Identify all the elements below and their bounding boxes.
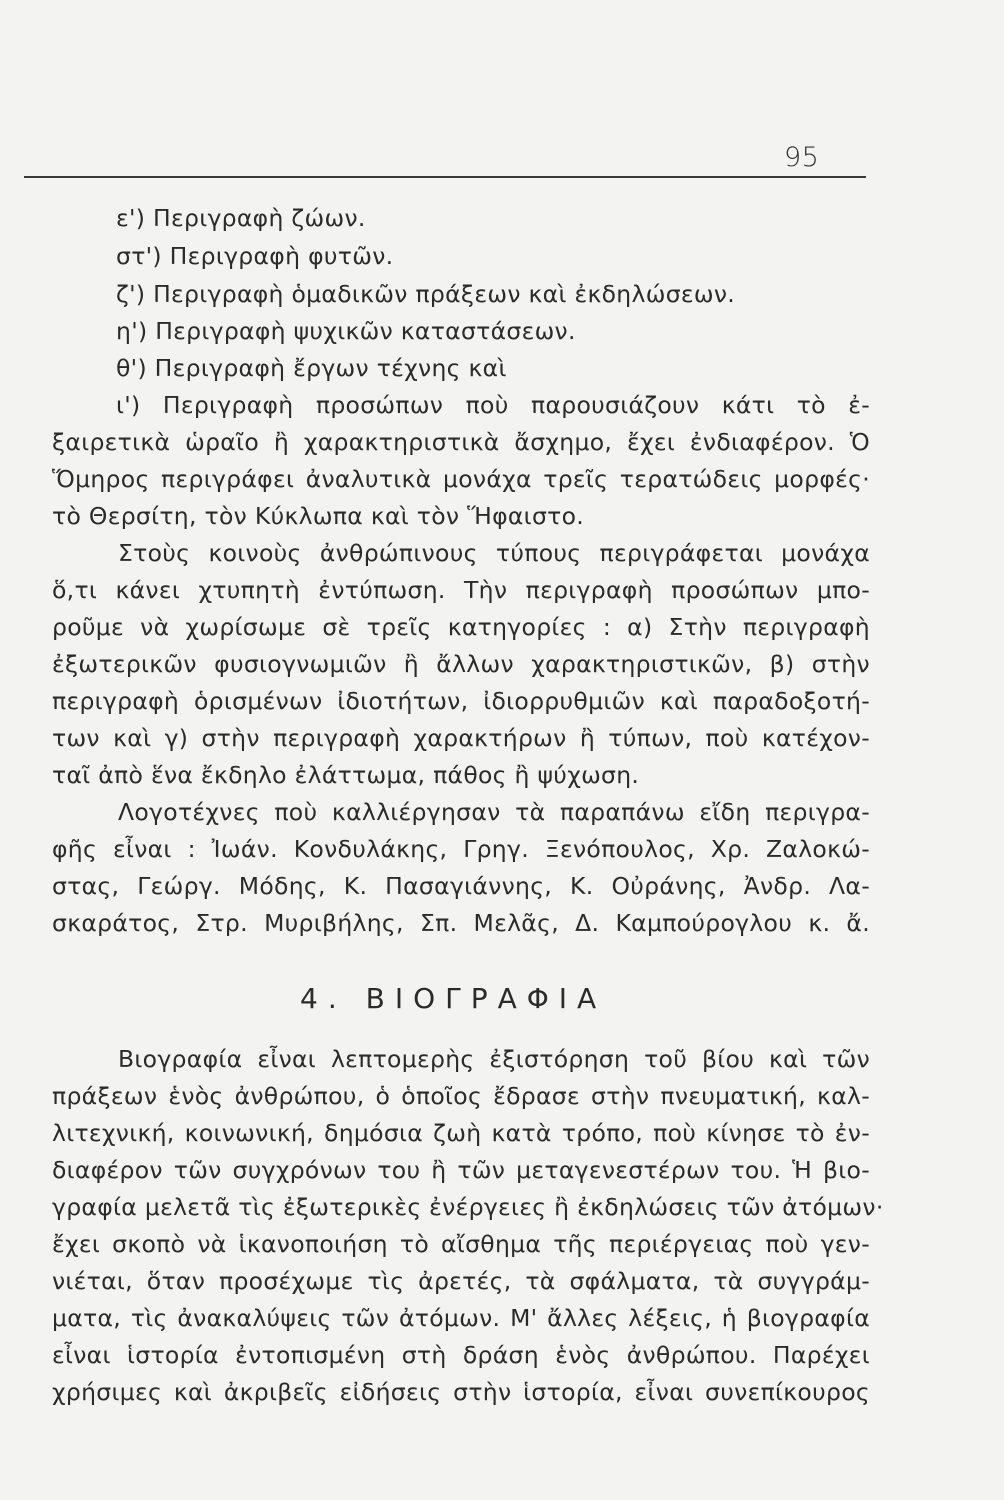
text-line: περιγραφὴ ὁρισμένων ἰδιοτήτων, ἰδιορρυθμιῶν καὶ παραδοξοτή- [52,687,870,715]
page-number: 95 [784,142,820,173]
text-line: φῆς εἶναι : Ἰωάν. Κονδυλάκης, Γρηγ. Ξενόπουλος, Χρ. Ζαλοκώ- [52,835,870,863]
list-item-th: θ') Περιγραφὴ ἔργων τέχνης καὶ [116,354,507,382]
header-rule [24,176,866,178]
text-line: Λογοτέχνες ποὺ καλλιέργησαν τὰ παραπάνω εἴδη περιγρα- [118,798,870,826]
text-line: νιέται, ὅταν προσέχωμε τὶς ἀρετές, τὰ σφάλματα, τὰ συγγράμ- [52,1267,870,1295]
text-line: ξαιρετικὰ ὡραῖο ἢ χαρακτηριστικὰ ἄσχημο, ἔχει ἐνδιαφέρον. Ὁ [52,428,870,456]
text-line: ἔχει σκοπὸ νὰ ἱκανοποιήση τὸ αἴσθημα τῆς περιέργειας ποὺ γεν- [52,1230,870,1258]
text-line: ματα, τὶς ἀνακαλύψεις τῶν ἀτόμων. Μ' ἄλλες λέξεις, ἡ βιογραφία [52,1304,870,1332]
text-line: διαφέρον τῶν συγχρόνων του ἢ τῶν μεταγενεστέρων του. Ἡ βιο- [52,1156,870,1184]
text-line: σκαράτος, Στρ. Μυριβήλης, Σπ. Μελᾶς, Δ. Καμπούρογλου κ. ἄ. [52,909,870,937]
text-line: ἐξωτερικῶν φυσιογνωμιῶν ἢ ἄλλων χαρακτηριστικῶν, β) στὴν [52,650,870,678]
list-item-i: η') Περιγραφὴ ψυχικῶν καταστάσεων. [116,317,576,345]
text-line: των καὶ γ) στὴν περιγραφὴ χαρακτήρων ἢ τύπων, ποὺ κατέχον- [52,724,870,752]
section-heading: 4. ΒΙΟΓΡΑΦΙΑ [300,982,607,1015]
text-line: Ὅμηρος περιγράφει ἀναλυτικὰ μονάχα τρεῖς τερατώδεις μορφές· [52,465,870,493]
text-line: στας, Γεώργ. Μόδης, Κ. Πασαγιάννης, Κ. Οὐράνης, Ἀνδρ. Λα- [52,872,870,900]
text-line: Στοὺς κοινοὺς ἀνθρώπινους τύπους περιγράφεται μονάχα [118,539,870,567]
text-line: τὸ Θερσίτη, τὸν Κύκλωπα καὶ τὸν Ἥφαιστο. [52,502,585,530]
list-item-st: στ') Περιγραφὴ φυτῶν. [116,242,394,270]
text-line: χρήσιμες καὶ ἀκριβεῖς εἰδήσεις στὴν ἱστορία, εἶναι συνεπίκουρος [52,1378,870,1406]
text-line: πράξεων ἑνὸς ἀνθρώπου, ὁ ὁποῖος ἔδρασε στὴν πνευματική, καλ- [52,1082,870,1110]
text-line: λιτεχνική, κοινωνική, δημόσια ζωὴ κατὰ τρόπο, ποὺ κίνησε τὸ ἐν- [52,1119,870,1147]
text-line: ὅ,τι κάνει χτυπητὴ ἐντύπωση. Τὴν περιγραφὴ προσώπων μπο- [52,576,870,604]
list-item-e: ε') Περιγραφὴ ζώων. [116,204,366,232]
text-line: γραφία μελετᾶ τὶς ἐξωτερικὲς ἐνέργειες ἢ ἐκδηλώσεις τῶν ἀτόμων· [52,1193,884,1221]
text-line: ροῦμε νὰ χωρίσωμε σὲ τρεῖς κατηγορίες : α) Στὴν περιγραφὴ [52,613,870,641]
list-item-z: ζ') Περιγραφὴ ὁμαδικῶν πράξεων καὶ ἐκδηλώσεων. [116,280,736,308]
list-item-iota: ι') Περιγραφὴ προσώπων ποὺ παρουσιάζουν κάτι τὸ ἐ- [116,391,870,419]
text-line: Βιογραφία εἶναι λεπτομερὴς ἐξιστόρηση τοῦ βίου καὶ τῶν [118,1045,870,1073]
text-line: εἶναι ἱστορία ἐντοπισμένη στὴ δράση ἑνὸς ἀνθρώπου. Παρέχει [52,1341,870,1369]
text-line: ταῖ ἀπὸ ἕνα ἔκδηλο ἐλάττωμα, πάθος ἢ ψύχωση. [52,761,640,789]
